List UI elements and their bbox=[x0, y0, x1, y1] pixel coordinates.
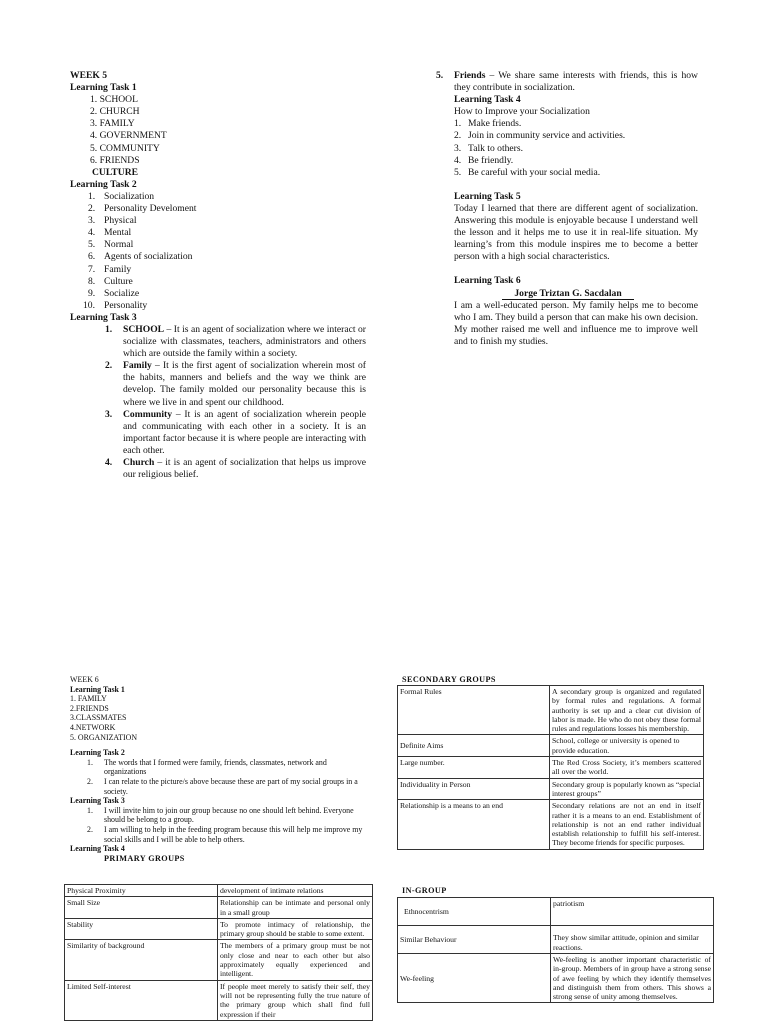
table-cell: School, college or university is opened to provide education. bbox=[550, 735, 704, 757]
lt4-block bbox=[436, 94, 698, 348]
table-row bbox=[398, 686, 704, 735]
table-row bbox=[398, 898, 714, 926]
list-item: 1. FAMILY bbox=[70, 694, 107, 704]
table-row bbox=[398, 926, 714, 954]
table-cell: patriotism bbox=[551, 898, 714, 926]
list-item: 6. Agents of socialization bbox=[88, 251, 193, 263]
list-item-culture: CULTURE bbox=[92, 166, 139, 178]
secondary-groups-heading: SECONDARY GROUPS bbox=[402, 675, 496, 684]
table-cell: Large number. bbox=[398, 757, 550, 779]
list-item: 4.NETWORK bbox=[70, 722, 116, 732]
table-row bbox=[65, 940, 373, 980]
table-cell: Relationship is a means to an end bbox=[398, 800, 550, 849]
list-item: 2. Join in community service and activities. bbox=[454, 130, 626, 142]
list-item: 5. Be careful with your social media. bbox=[454, 166, 601, 178]
list-item: 4. GOVERNMENT bbox=[90, 130, 167, 142]
table-cell: Stability bbox=[65, 918, 218, 940]
list-item-family: 2. Family – It is the first agent of socialization wherein most of the habits, manners and beliefs and the way we think are develop. The family molded our personality because this is where we live in and spent our childhood. bbox=[105, 360, 366, 408]
list-item: 1. SCHOOL bbox=[90, 94, 138, 106]
list-item: 5. Normal bbox=[88, 239, 134, 251]
week5-heading: WEEK 5 bbox=[70, 70, 108, 81]
table-row bbox=[65, 885, 373, 897]
table-cell: Relationship can be intimate and personal only in a small group bbox=[218, 897, 373, 919]
list-item: 2. I am willing to help in the feeding program because this will help me improve my social skills and I will be able to help others. bbox=[87, 824, 363, 844]
table-cell: Limited Self-interest bbox=[65, 980, 218, 1020]
table-row bbox=[398, 800, 704, 849]
table-cell: If people meet merely to satisfy their self, they will not be representing fully the true nature of the primary group which shall find full expression if their bbox=[218, 980, 373, 1020]
lt1-title: Learning Task 1 bbox=[70, 82, 137, 94]
list-item: 10. Personality bbox=[83, 299, 148, 311]
list-item: 1. Make friends. bbox=[454, 118, 522, 130]
list-item-school: 1. SCHOOL – It is an agent of socialization where we interact or socialize with classmates, teachers, administrators and others which are outside the family within a society. bbox=[105, 323, 366, 360]
list-item: 1. I will invite him to join our group because no one should left behind. Everyone should be belong to a group. bbox=[87, 805, 354, 825]
table-cell: Similar Behaviour bbox=[398, 926, 551, 954]
signature-line bbox=[454, 288, 682, 300]
w6-lt3-title: Learning Task 3 bbox=[70, 796, 125, 806]
table-cell: We-feeling is another important characteristic of in-group. Members of in group have a strong sense of awe feeling by which they identify themselves and distinguish them from others. This shows a strong sense of unity among themselves. bbox=[551, 954, 714, 1003]
table-row bbox=[65, 918, 373, 940]
table-cell: We-feeling bbox=[398, 954, 551, 1003]
table-cell: A secondary group is organized and regulated by formal rules and regulations. A formal authority is set up and a clear cut division of labor is made. He who do not obey these formal rules and regulations losses his membership. bbox=[550, 686, 704, 735]
list-item-friends: 5. Friends – We share same interests with friends, this is how they contribute in socialization. bbox=[436, 70, 698, 94]
list-item: 5. ORGANIZATION bbox=[70, 732, 138, 742]
table-row bbox=[65, 980, 373, 1020]
list-item: 1. Socialization bbox=[88, 190, 155, 202]
list-item: 8. Culture bbox=[88, 275, 133, 287]
table-cell: The Red Cross Society, it’s members scattered all over the world. bbox=[550, 757, 704, 779]
lt2-title: Learning Task 2 bbox=[70, 178, 137, 190]
in-group-heading: IN-GROUP bbox=[402, 886, 447, 895]
list-item: 3. Talk to others. bbox=[454, 142, 524, 154]
table-row bbox=[398, 778, 704, 800]
w6-lt1-title: Learning Task 1 bbox=[70, 684, 125, 694]
table-cell: Secondary group is popularly known as “special interest groups” bbox=[550, 778, 704, 800]
list-item: 4. Mental bbox=[88, 227, 132, 239]
secondary-groups-table bbox=[397, 685, 704, 850]
week6-heading: WEEK 6 bbox=[70, 675, 99, 684]
list-item-church: 4. Church – it is an agent of socialization that helps us improve our religious belief. bbox=[105, 457, 366, 481]
lt2-list bbox=[70, 191, 366, 312]
list-item: 7. Family bbox=[88, 263, 132, 275]
list-item: 5. COMMUNITY bbox=[90, 142, 160, 154]
primary-groups-table bbox=[64, 884, 373, 1021]
week5-left-column bbox=[70, 70, 366, 481]
in-group-table bbox=[397, 897, 714, 1003]
lt5-paragraph: Today I learned that there are different agent of socialization. Answering this module is enjoyable because I understand well the lesson and it helps me to use it in real-life situation. My learning’s from this module inspires me to become a better person with a high social characteristics. bbox=[454, 202, 698, 263]
table-cell: development of intimate relations bbox=[218, 885, 373, 897]
week6-left-column bbox=[70, 675, 366, 863]
table-row bbox=[65, 897, 373, 919]
table-cell: Individuality in Person bbox=[398, 778, 550, 800]
primary-groups-heading: PRIMARY GROUPS bbox=[104, 853, 185, 863]
lt4-title: Learning Task 4 bbox=[454, 94, 521, 106]
list-item: 2.FRIENDS bbox=[70, 703, 109, 713]
table-cell: Small Size bbox=[65, 897, 218, 919]
lt3-title: Learning Task 3 bbox=[70, 311, 137, 323]
list-item: 9. Socialize bbox=[88, 287, 140, 299]
list-item-community: 3. Community – It is an agent of socialization wherein people and communicating with each other in a society. It is an important factor because it is where people are interacting with each other. bbox=[105, 408, 366, 456]
list-item: 3. Physical bbox=[88, 215, 137, 227]
list-item: 3.CLASSMATES bbox=[70, 713, 127, 723]
table-cell: Secondary relations are not an end in itself rather it is a means to an end. Establishment of relationship is not an end rather individual establish relationship to fulfill his self-interest. They become friends for specific purposes. bbox=[550, 800, 704, 849]
table-row bbox=[398, 954, 714, 1003]
table-cell: Physical Proximity bbox=[65, 885, 218, 897]
table-cell: Ethnocentrism bbox=[398, 898, 551, 926]
table-row bbox=[398, 735, 704, 757]
lt6-paragraph: I am a well-educated person. My family helps me to become who I am. They build a person that can make his own decision. My mother raised me well and influence me to improve well and to finish my studies. bbox=[454, 299, 698, 347]
table-cell: The members of a primary group must be not only close and near to each other but also approximately equally experienced and intelligent. bbox=[218, 940, 373, 980]
list-item: 6. FRIENDS bbox=[90, 154, 140, 166]
table-cell: Formal Rules bbox=[398, 686, 550, 735]
list-item: 2. CHURCH bbox=[90, 106, 140, 118]
list-item: 3. FAMILY bbox=[90, 118, 135, 130]
list-item: 4. Be friendly. bbox=[454, 154, 514, 166]
table-cell: To promote intimacy of relationship, the primary group should be stable to some extent. bbox=[218, 918, 373, 940]
student-name: Jorge Triztan G. Sacdalan bbox=[502, 288, 633, 300]
w6-lt4-title: Learning Task 4 bbox=[70, 844, 125, 854]
lt1-list bbox=[70, 94, 366, 179]
lt3-list bbox=[70, 324, 366, 481]
w6-lt2-title: Learning Task 2 bbox=[70, 748, 125, 758]
table-cell: Definite Aims bbox=[398, 735, 550, 757]
table-row bbox=[398, 757, 704, 779]
list-item: 1. The words that I formed were family, friends, classmates, network and organizations bbox=[87, 757, 327, 777]
table-cell: They show similar attitude, opinion and similar reactions. bbox=[551, 926, 714, 954]
list-item: 2. I can relate to the picture/s above because these are part of my social groups in a society. bbox=[87, 776, 358, 796]
lt4-subtitle: How to Improve your Socialization bbox=[454, 106, 590, 118]
lt6-title: Learning Task 6 bbox=[454, 275, 521, 287]
lt5-title: Learning Task 5 bbox=[454, 190, 521, 202]
table-cell: Similarity of background bbox=[65, 940, 218, 980]
week5-right-column bbox=[436, 70, 698, 348]
list-item: 2. Personality Develoment bbox=[88, 203, 197, 215]
